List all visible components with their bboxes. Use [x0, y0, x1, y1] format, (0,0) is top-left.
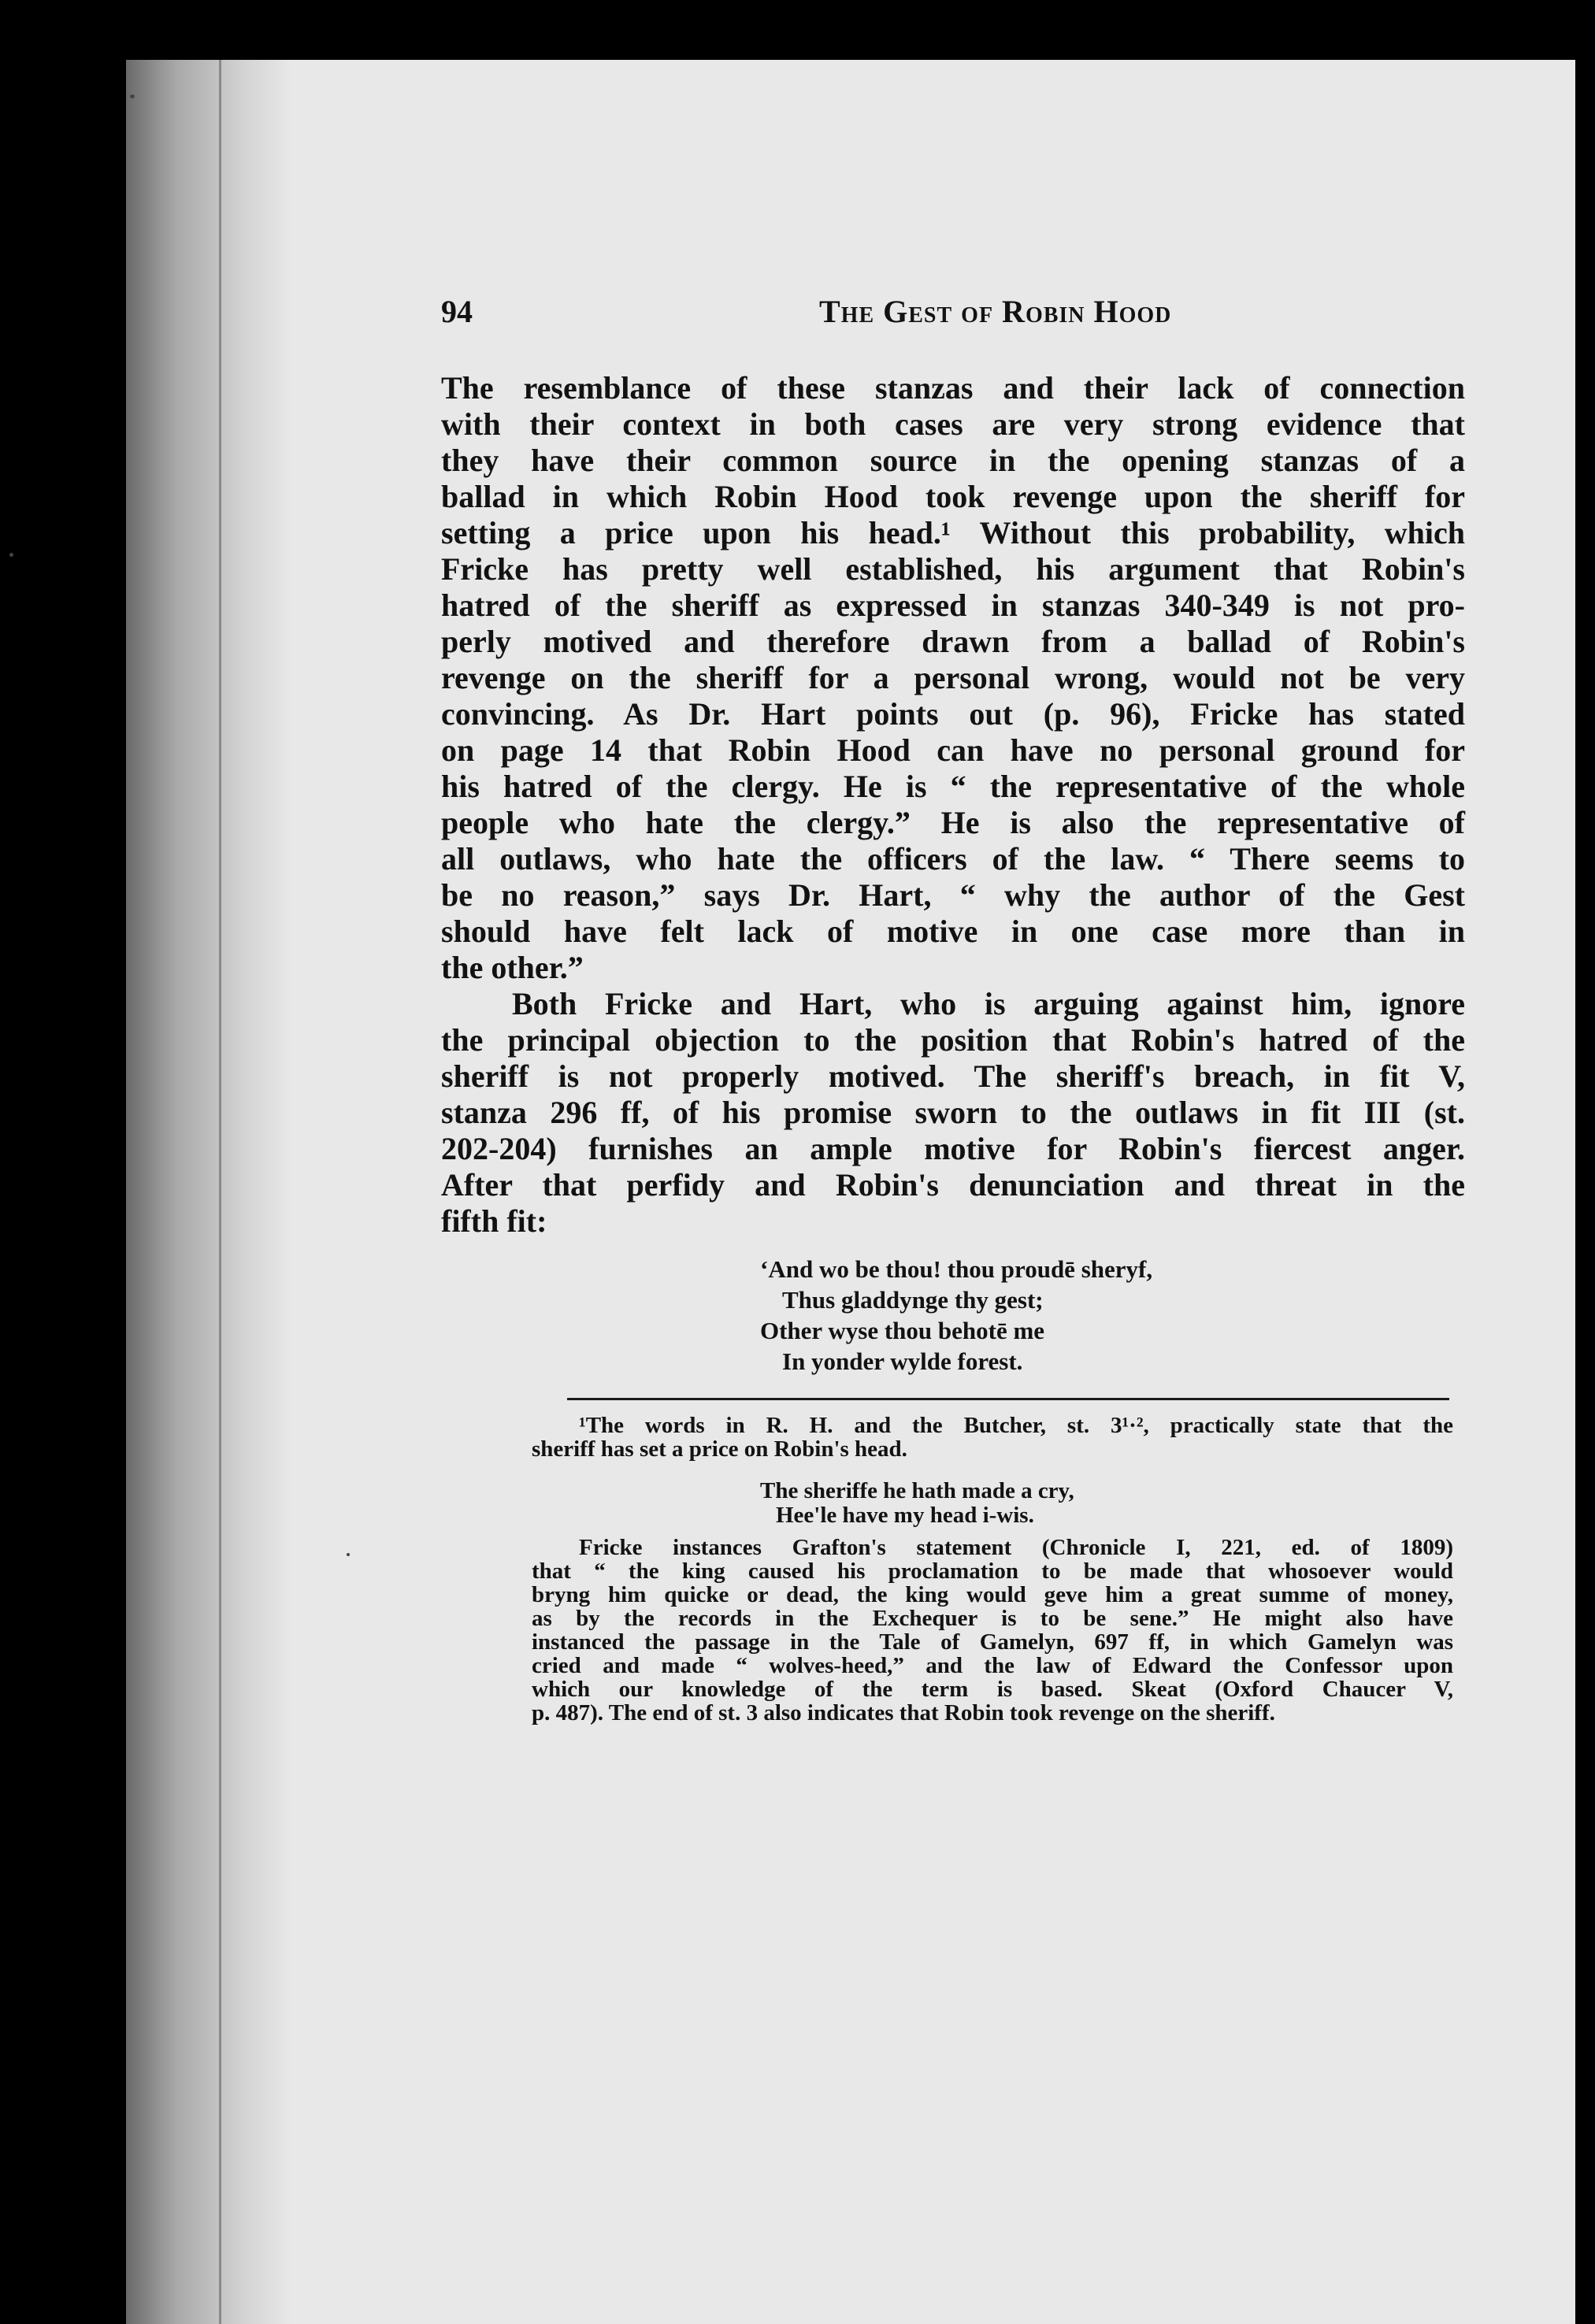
verse-line: In yonder wylde forest.	[782, 1347, 1023, 1375]
body-line: his hatred of the clergy. He is “ the representative of the whole	[441, 769, 1465, 804]
body-line: the principal objection to the position that Robin's hatred of the	[441, 1022, 1465, 1058]
verse-line: ‘And wo be thou! thou proudē sheryf,	[760, 1255, 1153, 1283]
body-line: 202-204) furnishes an ample motive for Robin's fiercest anger.	[441, 1131, 1465, 1166]
body-line: convincing. As Dr. Hart points out (p. 96), Fricke has stated	[441, 696, 1465, 732]
body-line: people who hate the clergy.” He is also the representative of	[441, 805, 1465, 840]
body-text	[441, 370, 1465, 1240]
footnote-line: instanced the passage in the Tale of Gamelyn, 697 ff, in which Gamelyn was	[532, 1629, 1453, 1655]
page-number: 94	[441, 294, 473, 329]
footnote-line: cried and made “ wolves-heed,” and the law of Edward the Confessor upon	[532, 1653, 1453, 1678]
body-line: should have felt lack of motive in one case more than in	[441, 914, 1465, 949]
footnote-verse	[760, 1479, 1074, 1528]
body-line: all outlaws, who hate the officers of the law. “ There seems to	[441, 841, 1465, 877]
body-line: perly motived and therefore drawn from a ballad of Robin's	[441, 624, 1465, 659]
body-line: setting a price upon his head.¹ Without this probability, which	[441, 515, 1465, 550]
footnote	[532, 1414, 1453, 1461]
body-line: with their context in both cases are very strong evidence that	[441, 406, 1465, 442]
verse-line: Other wyse thou behotē me	[760, 1317, 1045, 1344]
body-line: Fricke has pretty well established, his argument that Robin's	[441, 551, 1465, 587]
footnote-verse-line: The sheriffe he hath made a cry,	[760, 1478, 1074, 1503]
footnote-line: bryng him quicke or dead, the king would geve him a great summe of money,	[532, 1582, 1453, 1607]
footnote-rule	[567, 1398, 1449, 1400]
body-line: be no reason,” says Dr. Hart, “ why the author of the Gest	[441, 877, 1465, 913]
scan-speck	[347, 1553, 350, 1556]
body-line: The resemblance of these stanzas and their lack of connection	[441, 370, 1465, 406]
footnote-line: that “ the king caused his proclamation to be made that whosoever would	[532, 1559, 1453, 1584]
footnote-continuation	[532, 1536, 1453, 1725]
body-line: After that perfidy and Robin's denunciation and threat in the	[441, 1167, 1465, 1203]
body-line: stanza 296 ff, of his promise sworn to the outlaws in fit III (st.	[441, 1095, 1465, 1130]
running-title: The Gest of Robin Hood	[819, 294, 1172, 329]
body-line: fifth fit:	[441, 1203, 547, 1239]
gutter-fold-line	[219, 60, 221, 2324]
footnote-line: ¹The words in R. H. and the Butcher, st. 3¹·², practically state that the	[579, 1413, 1453, 1438]
body-line: they have their common source in the opening stanzas of a	[441, 443, 1465, 478]
body-line: ballad in which Robin Hood took revenge upon the sheriff for	[441, 479, 1465, 514]
page-gutter-shadow	[126, 60, 291, 2324]
body-line: revenge on the sheriff for a personal wrong, would not be very	[441, 660, 1465, 695]
footnote-line: as by the records in the Exchequer is to be sene.” He might also have	[532, 1606, 1453, 1631]
body-line: Both Fricke and Hart, who is arguing against him, ignore	[512, 986, 1465, 1021]
body-line: the other.”	[441, 950, 584, 985]
scan-speck	[9, 553, 13, 557]
footnote-line: sheriff has set a price on Robin's head.	[532, 1436, 907, 1462]
scan-speck	[130, 95, 135, 98]
footnote-line: Fricke instances Grafton's statement (Chronicle I, 221, ed. of 1809)	[579, 1535, 1453, 1560]
body-line: on page 14 that Robin Hood can have no personal ground for	[441, 732, 1465, 768]
body-line: sheriff is not properly motived. The sheriff's breach, in fit V,	[441, 1058, 1465, 1094]
body-line: hatred of the sheriff as expressed in stanzas 340-349 is not pro-	[441, 587, 1465, 623]
footnote-verse-line: Hee'le have my head i-wis.	[776, 1503, 1034, 1528]
footnote-line: which our knowledge of the term is based. Skeat (Oxford Chaucer V,	[532, 1677, 1453, 1702]
verse-line: Thus gladdynge thy gest;	[782, 1286, 1044, 1314]
footnote-line: p. 487). The end of st. 3 also indicates that Robin took revenge on the sheriff.	[532, 1700, 1275, 1725]
quoted-verse	[760, 1254, 1152, 1377]
